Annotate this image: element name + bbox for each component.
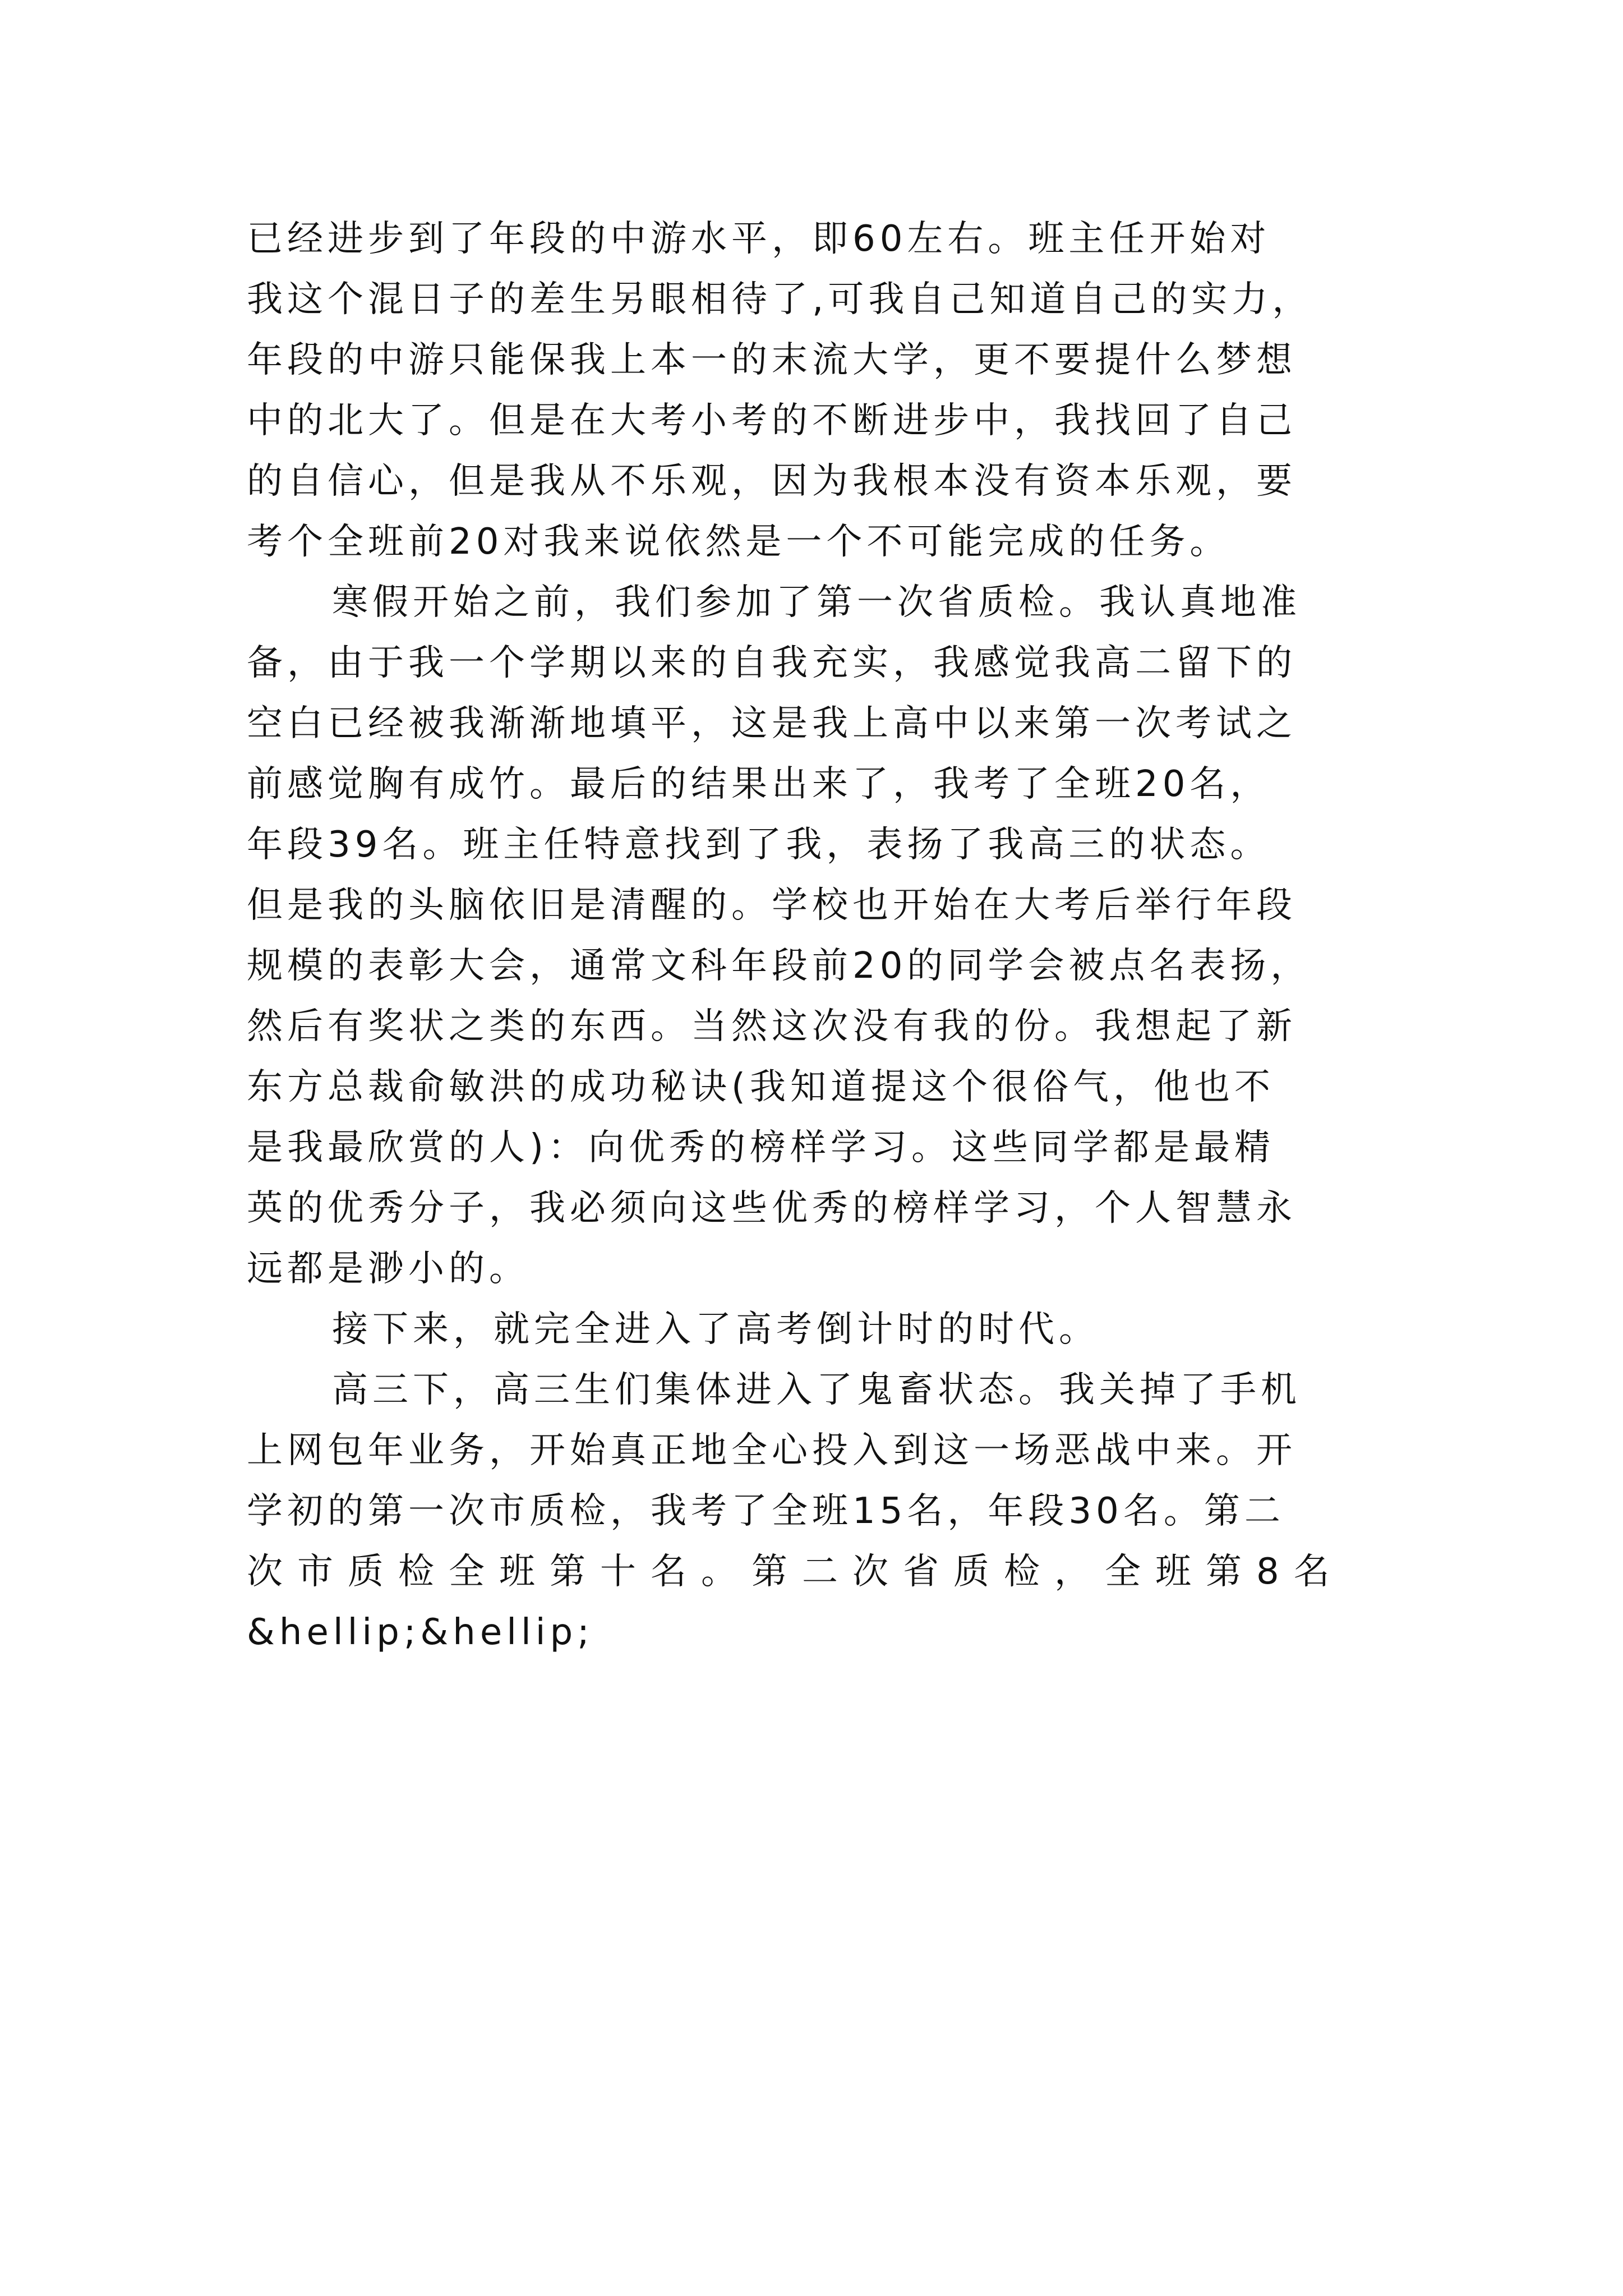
text-line: &hellip;&hellip; — [247, 1612, 594, 1653]
text-line: 年段39名。班主任特意找到了我，表扬了我高三的状态。 — [247, 824, 1271, 866]
text-line: 我这个混日子的差生另眼相待了,可我自己知道自己的实力， — [247, 279, 1313, 320]
text-line: 空白已经被我渐渐地填平，这是我上高中以来第一次考试之 — [247, 703, 1297, 744]
text-line: 备，由于我一个学期以来的自我充实，我感觉我高二留下的 — [247, 642, 1297, 684]
text-line: 上网包年业务，开始真正地全心投入到这一场恶战中来。开 — [247, 1430, 1297, 1471]
text-line: 英的优秀分子，我必须向这些优秀的榜样学习，个人智慧永 — [247, 1188, 1297, 1229]
text-line: 次市质检全班第十名。第二次省质检，全班第8名 — [247, 1551, 1344, 1593]
text-line: 的自信心，但是我从不乐观，因为我根本没有资本乐观，要 — [247, 461, 1297, 502]
text-line: 中的北大了。但是在大考小考的不断进步中，我找回了自己 — [247, 400, 1297, 441]
text-line: 规模的表彰大会，通常文科年段前20的同学会被点名表扬， — [247, 945, 1311, 987]
text-line: 东方总裁俞敏洪的成功秘诀(我知道提这个很俗气，他也不 — [247, 1066, 1275, 1108]
paragraph-first-line: 寒假开始之前，我们参加了第一次省质检。我认真地准 — [332, 582, 1301, 623]
paragraph-first-line: 接下来，就完全进入了高考倒计时的时代。 — [332, 1309, 1099, 1350]
text-line: 远都是渺小的。 — [247, 1248, 529, 1290]
text-line: 前感觉胸有成竹。最后的结果出来了，我考了全班20名， — [247, 763, 1271, 805]
paragraph-first-line: 高三下，高三生们集体进入了鬼畜状态。我关掉了手机 — [332, 1369, 1301, 1411]
text-line: 考个全班前20对我来说依然是一个不可能完成的任务。 — [247, 521, 1230, 563]
text-line: 年段的中游只能保我上本一的末流大学，更不要提什么梦想 — [247, 339, 1297, 381]
text-line: 是我最欣赏的人)：向优秀的榜样学习。这些同学都是最精 — [247, 1127, 1275, 1168]
text-line: 但是我的头脑依旧是清醒的。学校也开始在大考后举行年段 — [247, 885, 1297, 926]
text-line: 已经进步到了年段的中游水平，即60左右。班主任开始对 — [247, 218, 1271, 260]
text-line: 然后有奖状之类的东西。当然这次没有我的份。我想起了新 — [247, 1006, 1297, 1047]
text-line: 学初的第一次市质检，我考了全班15名，年段30名。第二 — [247, 1490, 1285, 1532]
body-text — [247, 209, 1424, 1663]
